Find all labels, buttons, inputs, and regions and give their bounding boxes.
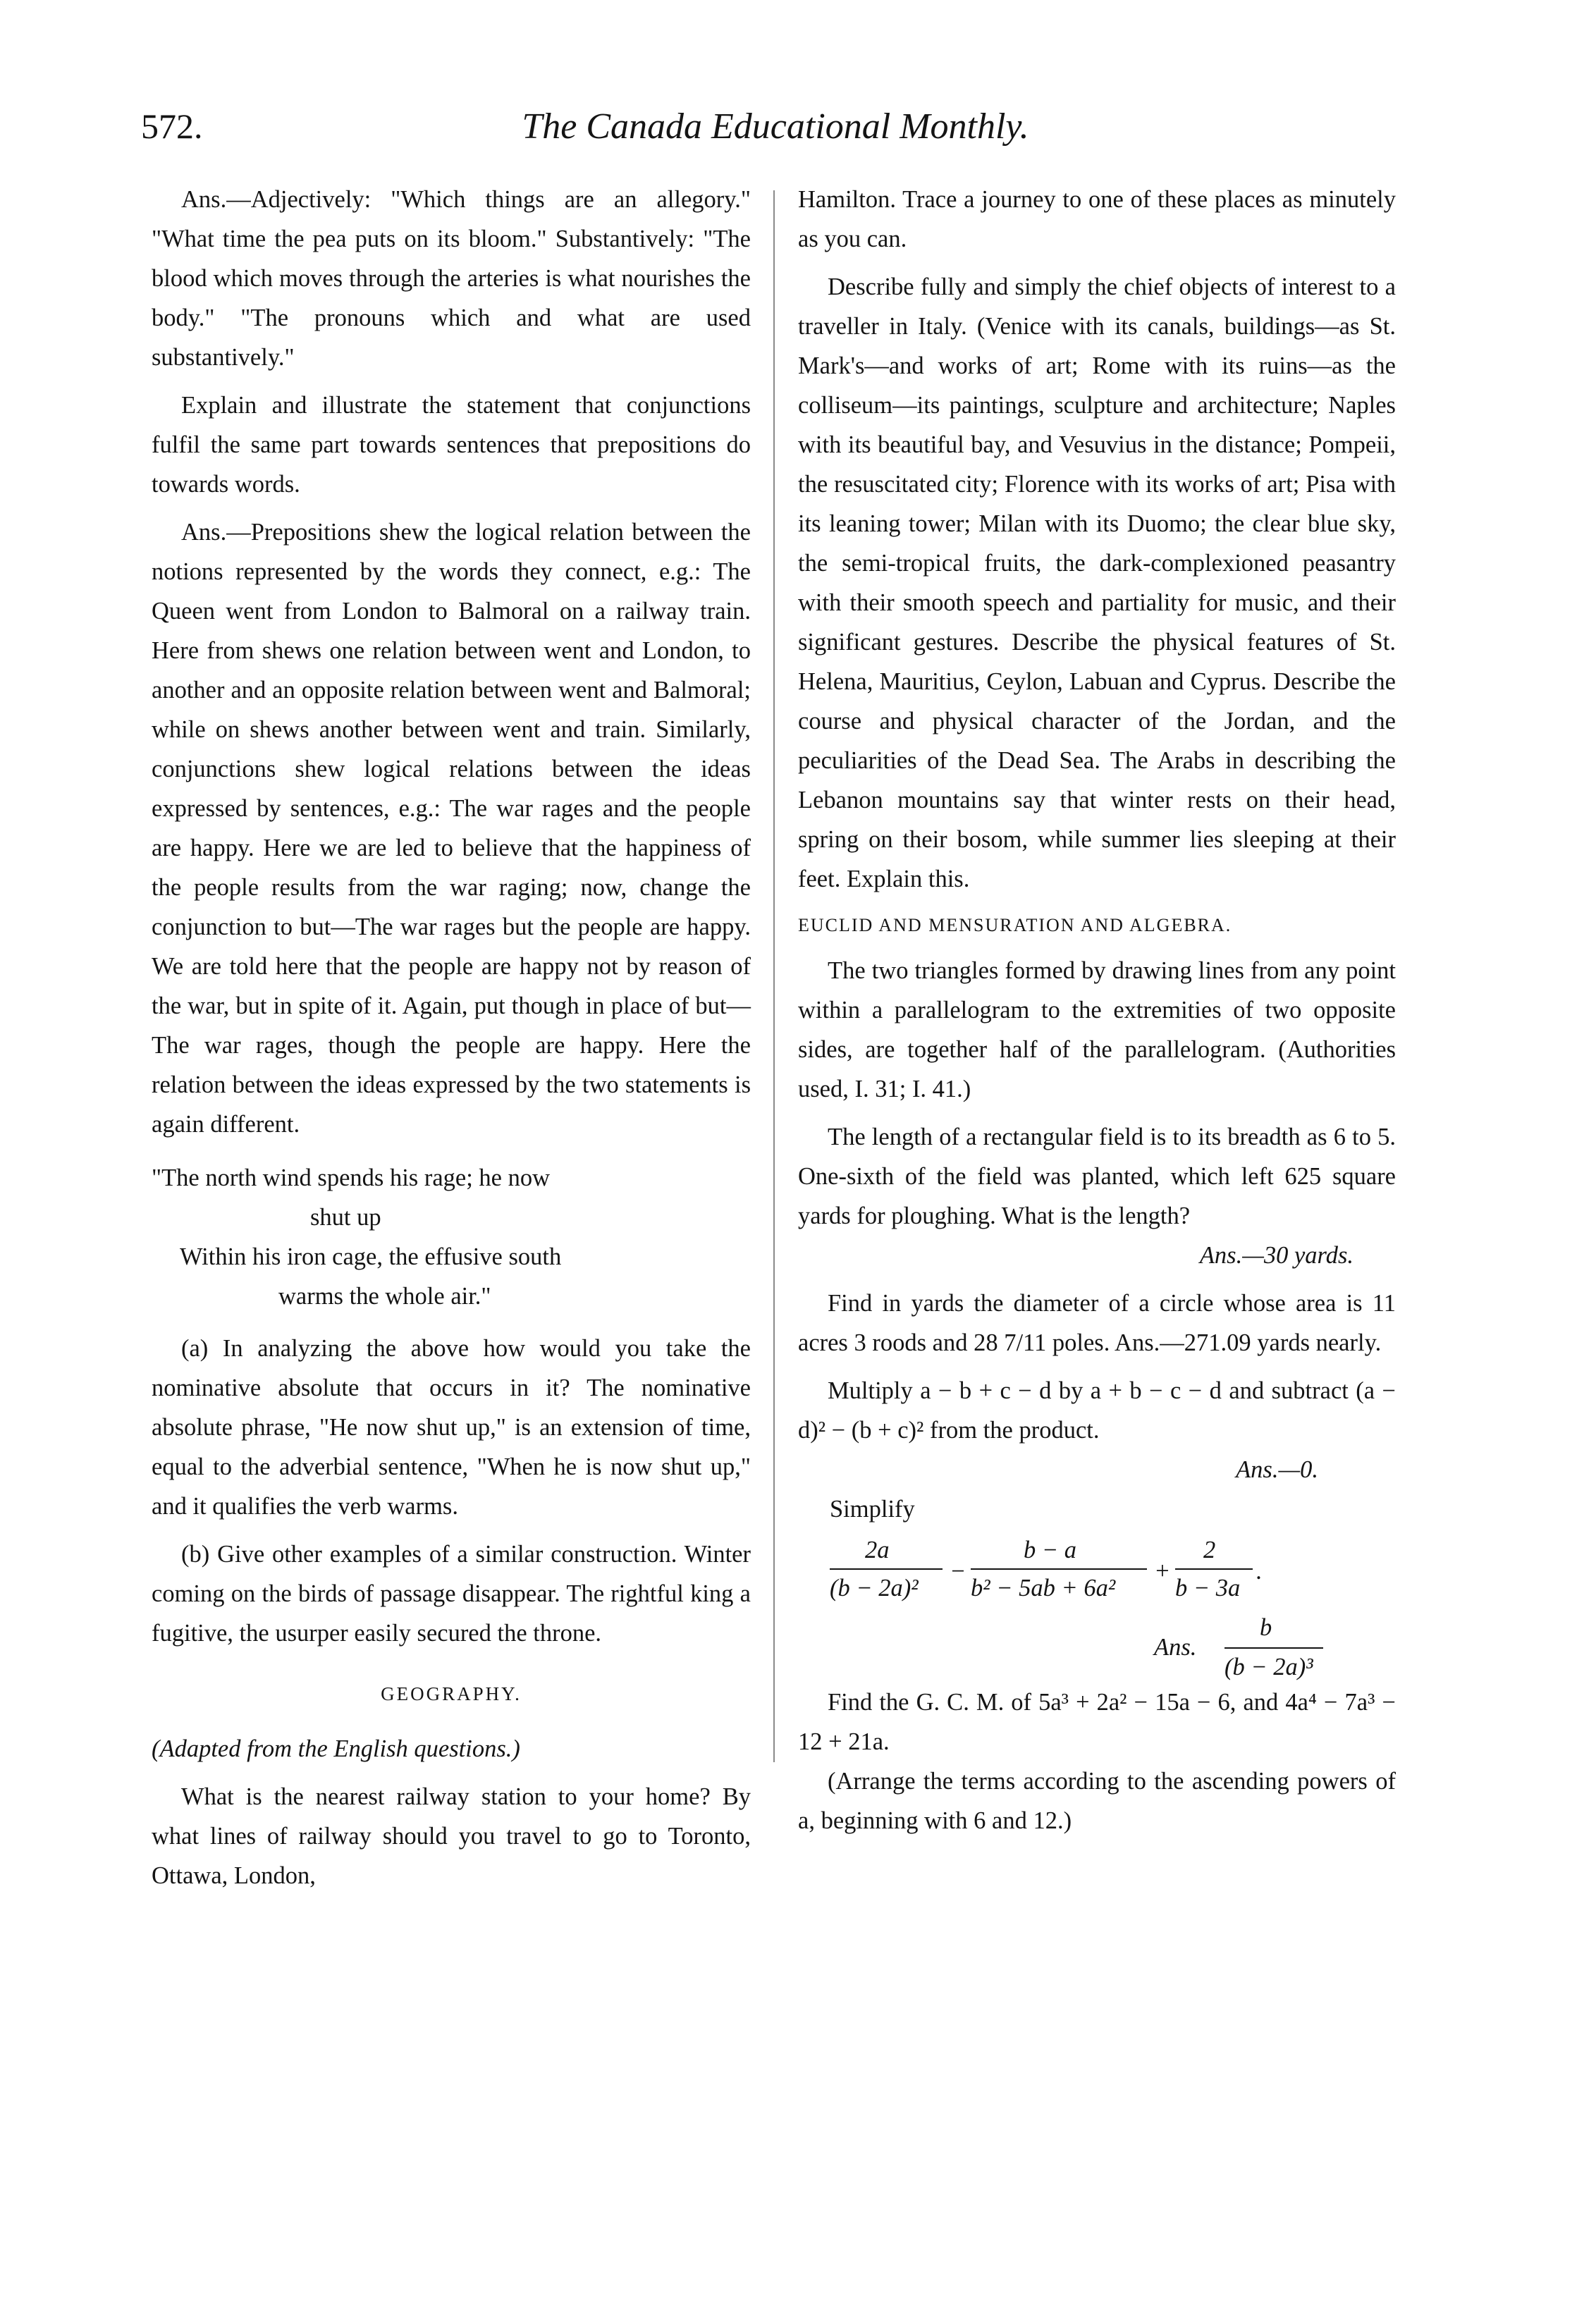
- fraction-numerator: b: [1260, 1614, 1272, 1641]
- fraction-denominator: b − 3a: [1175, 1575, 1241, 1601]
- poem-line: "The north wind spends his rage; he now: [152, 1164, 551, 1191]
- poem-line: warms the whole air.": [278, 1283, 491, 1310]
- adapted-note: (Adapted from the English questions.): [152, 1735, 520, 1762]
- question-gcm: Find the G. C. M. of 5a³ + 2a² − 15a − 6, and 4a⁴ − 7a³ − 12 + 21a.: [798, 1689, 1396, 1755]
- question-multiply: Multiply a − b + c − d by a + b − c − d and subtract (a − d)² − (b + c)² from the product.: [798, 1377, 1396, 1444]
- fraction-denominator: b² − 5ab + 6a²: [971, 1575, 1116, 1601]
- fraction-denominator: (b − 2a)²: [830, 1575, 919, 1601]
- fraction-numerator: 2: [1203, 1537, 1216, 1563]
- section-heading-euclid: EUCLID AND MENSURATION AND ALGEBRA.: [798, 915, 1232, 935]
- fraction-numerator: 2a: [865, 1537, 890, 1563]
- answer-label: Ans.: [1154, 1634, 1197, 1661]
- section-heading-geography: GEOGRAPHY.: [381, 1683, 522, 1704]
- gcm-instruction: (Arrange the terms according to the ascending powers of a, beginning with 6 and 12.): [798, 1768, 1396, 1834]
- simplify-label: Simplify: [830, 1496, 915, 1523]
- left-column: [152, 180, 751, 1895]
- plus-sign: +: [1154, 1558, 1171, 1585]
- question-italy: Describe fully and simply the chief objects of interest to a traveller in Italy. (Venice with its canals, buildings—as St. Mark's—and works of art; Rome with its ruins—as the colliseum—its paintings, sculpture and architecture; Naples with its beautiful bay, and Vesuvius in the distance; Pompeii, the resuscitated city; Florence with its works of art; Pisa with its leaning tower; Milan with its Duomo; the clear blue sky, the semi-tropical fruits, the dark-complexioned peasantry with their smooth speech and partiality for music, and their significant gestures. Describe the physical features of St. Helena, Mauritius, Ceylon, Labuan and Cyprus. Describe the course and physical character of the Jordan, and the peculiarities of the Dead Sea. The Arabs in describing the Lebanon mountains say that winter rests on their head, spring on their bosom, while summer lies sleeping at their feet. Explain this.: [798, 273, 1396, 892]
- fraction-denominator: (b − 2a)³: [1224, 1654, 1313, 1680]
- question-railway: What is the nearest railway station to your home? By what lines of railway should you travel to go to Toronto, Ottawa, London,: [152, 1783, 751, 1889]
- minus-sign: −: [950, 1558, 966, 1585]
- right-column: [798, 180, 1396, 1840]
- answer-multiply: Ans.—0.: [1236, 1456, 1318, 1483]
- poem-quotation: [152, 1158, 751, 1316]
- poem-line: Within his iron cage, the effusive south: [180, 1243, 562, 1270]
- question-circle-diameter: Find in yards the diameter of a circle whose area is 11 acres 3 roods and 28 7/11 poles. Ans.—271.09 yards nearly.: [798, 1290, 1396, 1356]
- answer-paragraph-adjectively: Ans.—Adjectively: "Which things are an allegory." "What time the pea puts on its bloom." Substantively: "The blood which moves through the arteries is what nourishes the body." "The pronouns which and what are used substantively.": [152, 186, 751, 371]
- question-a-nominative-absolute: (a) In analyzing the above how would you take the nominative absolute that occurs in it? The nominative absolute phrase, "He now shut up," is an extension of time, equal to the adverbial sentence, "When he is now shut up," and it qualifies the verb warms.: [152, 1335, 751, 1520]
- page-number: 572.: [141, 106, 203, 146]
- poem-line: shut up: [310, 1204, 381, 1231]
- period: .: [1256, 1558, 1263, 1585]
- continued-question-hamilton: Hamilton. Trace a journey to one of these places as minutely as you can.: [798, 186, 1396, 252]
- answer-prepositions: Ans.—Prepositions shew the logical relation between the notions represented by the words they connect, e.g.: The Queen went from London to Balmoral on a railway train. Here from shews one relation between went and London, to another and an opposite relation between went and Balmoral; while on shews another between went and train. Similarly, conjunctions shew logical relations between the ideas expressed by sentences, e.g.: The war rages and the people are happy. Here we are led to believe that the happiness of the people results from the war raging; now, change the conjunction to but—The war rages but the people are happy. We are told here that the people are happy not by reason of the war, but in spite of it. Again, put though in place of but—The war rages, though the people are happy. Here the relation between the ideas expressed by the two statements is again different.: [152, 519, 751, 1138]
- question-b-examples: (b) Give other examples of a similar construction. Winter coming on the birds of passage disappear. The rightful king a fugitive, the usurper easily secured the throne.: [152, 1541, 751, 1647]
- question-conjunctions: Explain and illustrate the statement that conjunctions fulfil the same part towards sentences that prepositions do towards words.: [152, 392, 751, 498]
- simplify-expression: [798, 1535, 1396, 1683]
- fraction-numerator: b − a: [1024, 1537, 1077, 1563]
- running-title: The Canada Educational Monthly.: [522, 106, 1029, 147]
- question-rectangular-field: The length of a rectangular field is to its breadth as 6 to 5. One-sixth of the field was planted, which left 625 square yards for ploughing. What is the length?: [798, 1124, 1396, 1229]
- answer-field-length: Ans.—30 yards.: [1199, 1242, 1353, 1269]
- question-parallelogram: The two triangles formed by drawing lines from any point within a parallelogram to the extremities of two opposite sides, are together half of the parallelogram. (Authorities used, I. 31; I. 41.): [798, 957, 1396, 1102]
- column-divider: [773, 190, 775, 1762]
- page-header: [141, 106, 1410, 169]
